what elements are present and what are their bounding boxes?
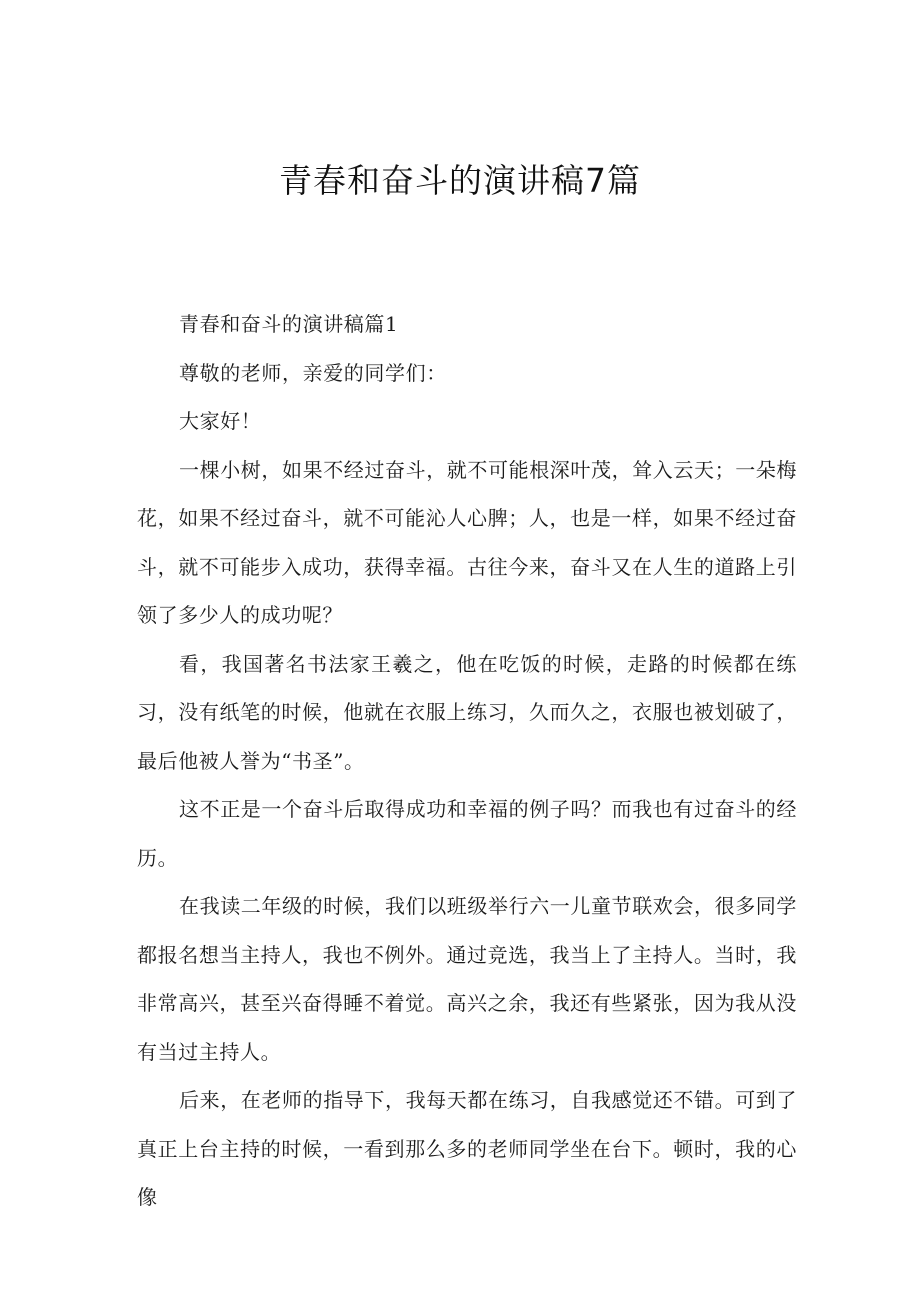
paragraph: 看，我国著名书法家王羲之，他在吃饭的时候，走路的时候都在练习，没有纸笔的时候，他就在衣服上练习，久而久之，衣服也被划破了，最后他被人誉为“书圣”。: [137, 651, 797, 773]
document-title: 青春和奋斗的演讲稿7篇: [279, 161, 641, 200]
salutation: 尊敬的老师，亲爱的同学们：: [179, 360, 447, 385]
section-heading: 青春和奋斗的演讲稿篇1: [179, 312, 399, 336]
document-body: [137, 300, 797, 1222]
paragraph: 这不正是一个奋斗后取得成功和幸福的例子吗？而我也有过奋斗的经历。: [137, 797, 797, 870]
paragraph: 一棵小树，如果不经过奋斗，就不可能根深叶茂，耸入云天；一朵梅花，如果不经过奋斗，就不可能沁人心脾；人，也是一样，如果不经过奋斗，就不可能步入成功，获得幸福。古往今来，奋斗又在人生的道路上引领了多少人的成功呢？: [137, 457, 797, 627]
paragraph: 后来，在老师的指导下，我每天都在练习，自我感觉还不错。可到了真正上台主持的时候，一看到那么多的老师同学坐在台下。顿时，我的心像: [137, 1088, 797, 1209]
greeting: 大家好！: [179, 409, 262, 433]
paragraph: 在我读二年级的时候，我们以班级举行六一儿童节联欢会，很多同学都报名想当主持人，我也不例外。通过竞选，我当上了主持人。当时，我非常高兴，甚至兴奋得睡不着觉。高兴之余，我还有些紧张，因为我从没有当过主持人。: [137, 894, 797, 1064]
